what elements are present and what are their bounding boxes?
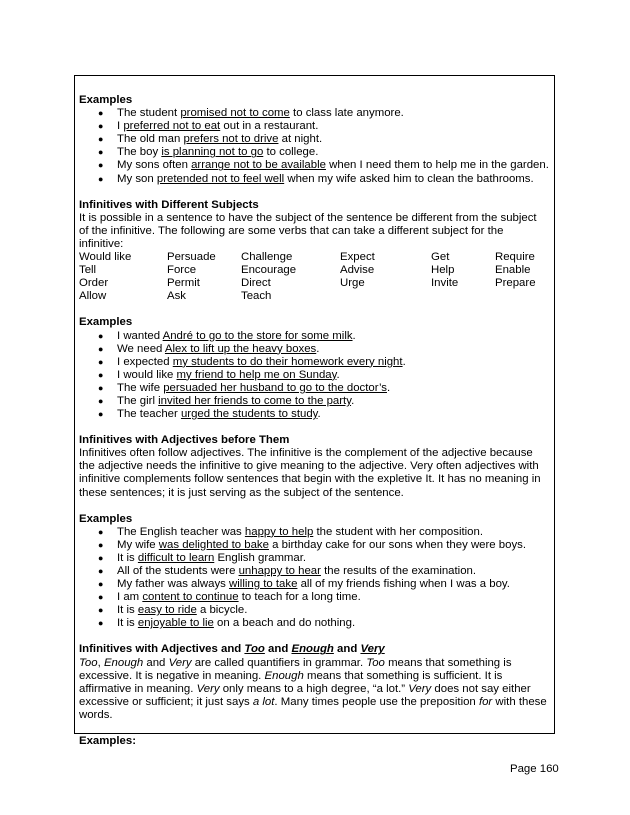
item-text: at night. — [278, 133, 323, 146]
underlined-infinitive: unhappy to hear — [238, 565, 321, 577]
verb-row — [79, 277, 541, 290]
verb-cell: Direct — [241, 277, 271, 290]
quantifier-word: Very — [360, 643, 385, 656]
underlined-infinitive: Alex to lift up the heavy boxes — [164, 342, 317, 355]
item-text: when my wife asked him to clean the bathrooms. — [284, 172, 534, 185]
list-item — [98, 552, 549, 565]
item-text: My sons often — [117, 159, 192, 172]
list-item — [98, 120, 549, 133]
examples-list-2 — [79, 330, 549, 422]
list-item — [98, 408, 549, 421]
verb-cell: Enable — [495, 264, 531, 277]
italic-term: Very — [408, 682, 432, 695]
verb-cell — [340, 290, 431, 303]
italic-term: Too — [79, 656, 98, 669]
list-item — [98, 107, 549, 120]
item-text: to class late anymore. — [289, 107, 404, 120]
verb-cell: Urge — [340, 277, 365, 290]
italic-term: Very — [196, 682, 220, 695]
item-text: the student with her composition. — [313, 525, 483, 538]
item-text: It is — [117, 617, 138, 630]
examples-heading: Examples — [79, 512, 133, 525]
item-text: . — [352, 329, 356, 342]
item-text: My son — [117, 172, 157, 185]
body-text: with these words. — [79, 695, 547, 721]
item-text: The wife — [117, 381, 164, 394]
section-body-quantifiers — [79, 657, 549, 722]
item-text: a bicycle. — [196, 604, 248, 617]
item-text: The boy — [117, 146, 162, 159]
document-body — [79, 94, 549, 748]
underlined-infinitive: invited her friends to come to the party — [158, 394, 352, 407]
verb-cell: Advise — [340, 264, 375, 277]
section-body-adjectives: Infinitives often follow adjectives. The infinitive is the complement of the adjective because the adjective needs the infinitive to give meaning to the adjective. Very often adjectives with infinitive complements follow sentences that begin with the expletive It. It has no meaning in these sentences; it is just serving as the subject of the sentence. — [79, 447, 541, 499]
verb-cell: Permit — [167, 277, 200, 290]
list-item — [98, 526, 549, 539]
body-text: means that something is sufficient. It is affirmative in meaning. — [79, 669, 503, 695]
list-item — [98, 604, 549, 617]
item-text: all of my friends fishing when I was a boy. — [297, 578, 510, 591]
underlined-infinitive: was delighted to bake — [158, 538, 269, 551]
underlined-infinitive: persuaded her husband to go to the doctor’s — [163, 381, 387, 394]
item-text: . — [386, 381, 391, 394]
quantifier-word: Too — [244, 643, 265, 656]
verb-cell: Persuade — [167, 251, 216, 264]
examples-heading: Examples — [79, 316, 133, 329]
item-text: My father was always — [117, 578, 230, 591]
list-item — [98, 382, 549, 395]
verb-cell: Expect — [340, 251, 375, 264]
verb-cell: Force — [167, 264, 197, 277]
item-text: . — [336, 368, 340, 381]
item-text: We need — [117, 342, 165, 355]
underlined-infinitive: pretended not to feel well — [156, 172, 285, 185]
item-text: . — [316, 342, 320, 355]
section-heading-adjectives: Infinitives with Adjectives before Them — [79, 434, 290, 447]
underlined-infinitive: willing to take — [229, 578, 298, 591]
heading-text: Infinitives with Adjectives and — [79, 643, 245, 656]
item-text: I expected — [117, 355, 173, 368]
verb-cell: Tell — [79, 264, 97, 277]
item-text: out in a restaurant. — [220, 120, 319, 133]
item-text: to college. — [263, 146, 319, 159]
body-text: does not say either excessive or sufficient; it just says — [79, 682, 531, 708]
verb-cell: Challenge — [241, 251, 293, 264]
list-item — [98, 539, 549, 552]
verb-cell: Encourage — [241, 264, 297, 277]
verb-cell: Invite — [431, 277, 459, 290]
italic-term: Very — [168, 656, 192, 669]
item-text: I am — [117, 591, 143, 604]
heading-text: and — [264, 643, 292, 656]
underlined-infinitive: André to go to the store for some milk — [162, 329, 353, 342]
examples-heading-colon: Examples: — [79, 735, 136, 748]
item-text: All of the students were — [117, 565, 239, 577]
list-item — [98, 617, 549, 630]
body-text: are called quantifiers in grammar. — [191, 656, 367, 669]
item-text: . — [317, 408, 321, 421]
underlined-infinitive: easy to ride — [137, 604, 197, 617]
body-text: means that something is excessive. It is negative in meaning. — [79, 656, 512, 682]
quantifier-word: Enough — [291, 643, 334, 656]
underlined-infinitive: is planning not to go — [161, 146, 264, 159]
verb-cell: Get — [431, 251, 450, 264]
item-text: The student — [117, 107, 181, 120]
item-text: My wife — [117, 538, 159, 551]
italic-term: Enough — [103, 656, 144, 669]
page-number: Page 160 — [510, 763, 559, 775]
italic-term: for — [478, 695, 493, 708]
underlined-infinitive: happy to help — [244, 525, 314, 538]
list-item — [98, 578, 549, 591]
verb-cell — [495, 290, 541, 303]
item-text: I — [117, 120, 124, 133]
list-item — [98, 146, 549, 159]
list-item — [98, 395, 549, 408]
underlined-infinitive: difficult to learn — [137, 551, 215, 564]
examples-heading: Examples — [79, 94, 133, 106]
verb-cell: Ask — [167, 290, 186, 303]
underlined-infinitive: preferred not to eat — [123, 120, 221, 133]
section-body-different-subjects: It is possible in a sentence to have the subject of the sentence be different from the subject of the infinitive. The following are some verbs that can take a different subject for the infinitive: — [79, 211, 537, 250]
underlined-infinitive: promised not to come — [180, 107, 290, 120]
underlined-infinitive: my students to do their homework every night — [172, 355, 403, 368]
verb-cell: Require — [495, 251, 535, 264]
item-text: The teacher — [117, 408, 181, 421]
verb-cell: Would like — [79, 251, 132, 264]
list-item — [98, 159, 549, 172]
item-text: The girl — [117, 394, 159, 407]
verb-cell: Prepare — [495, 277, 536, 290]
item-text: It is — [117, 604, 138, 617]
item-text: on a beach and do nothing. — [213, 617, 356, 630]
item-text: The English teacher was — [117, 525, 245, 538]
list-item — [98, 369, 549, 382]
underlined-infinitive: prefers not to drive — [183, 133, 279, 146]
section-heading-different-subjects: Infinitives with Different Subjects — [79, 198, 259, 211]
item-text: The old man — [117, 133, 184, 146]
underlined-infinitive: my friend to help me on Sunday — [176, 368, 337, 381]
item-text: . — [402, 355, 406, 368]
verb-row — [79, 264, 541, 277]
list-item — [98, 565, 549, 578]
item-text: the results of the examination. — [320, 565, 477, 577]
verb-cell: Allow — [79, 290, 107, 303]
body-text: . Many times people use the preposition — [274, 695, 479, 708]
item-text: . — [351, 394, 355, 407]
list-item — [98, 173, 549, 186]
list-item — [98, 343, 549, 356]
examples-list-3 — [79, 526, 549, 631]
body-text: only means to a high degree, “a lot.” — [219, 682, 409, 695]
verb-cell: Help — [431, 264, 455, 277]
underlined-infinitive: urged the students to study — [180, 408, 318, 421]
item-text: I would like — [117, 368, 177, 381]
verb-table — [79, 251, 541, 303]
item-text: English grammar. — [214, 551, 307, 564]
underlined-infinitive: enjoyable to lie — [137, 617, 214, 630]
italic-term: Enough — [264, 669, 304, 682]
item-text: a birthday cake for our sons when they were boys. — [268, 538, 527, 551]
list-item — [98, 330, 549, 343]
body-text: , — [97, 656, 104, 669]
heading-text: and — [333, 643, 361, 656]
list-item — [98, 356, 549, 369]
body-text: and — [143, 656, 169, 669]
item-text: when I need them to help me in the garden. — [325, 159, 549, 172]
section-heading-quantifiers — [79, 643, 549, 656]
verb-row — [79, 290, 541, 303]
verb-cell — [431, 290, 495, 303]
verb-cell: Order — [79, 277, 109, 290]
item-text: to teach for a long time. — [238, 591, 361, 604]
underlined-infinitive: content to continue — [142, 591, 239, 604]
italic-term: a lot — [252, 695, 275, 708]
verb-cell: Teach — [241, 290, 272, 303]
list-item — [98, 133, 549, 146]
list-item — [98, 591, 549, 604]
underlined-infinitive: arrange not to be available — [191, 159, 326, 172]
item-text: I wanted — [117, 329, 163, 342]
examples-list-1 — [79, 107, 549, 186]
italic-term: Too — [366, 656, 385, 669]
item-text: It is — [117, 551, 138, 564]
verb-row — [79, 251, 541, 264]
